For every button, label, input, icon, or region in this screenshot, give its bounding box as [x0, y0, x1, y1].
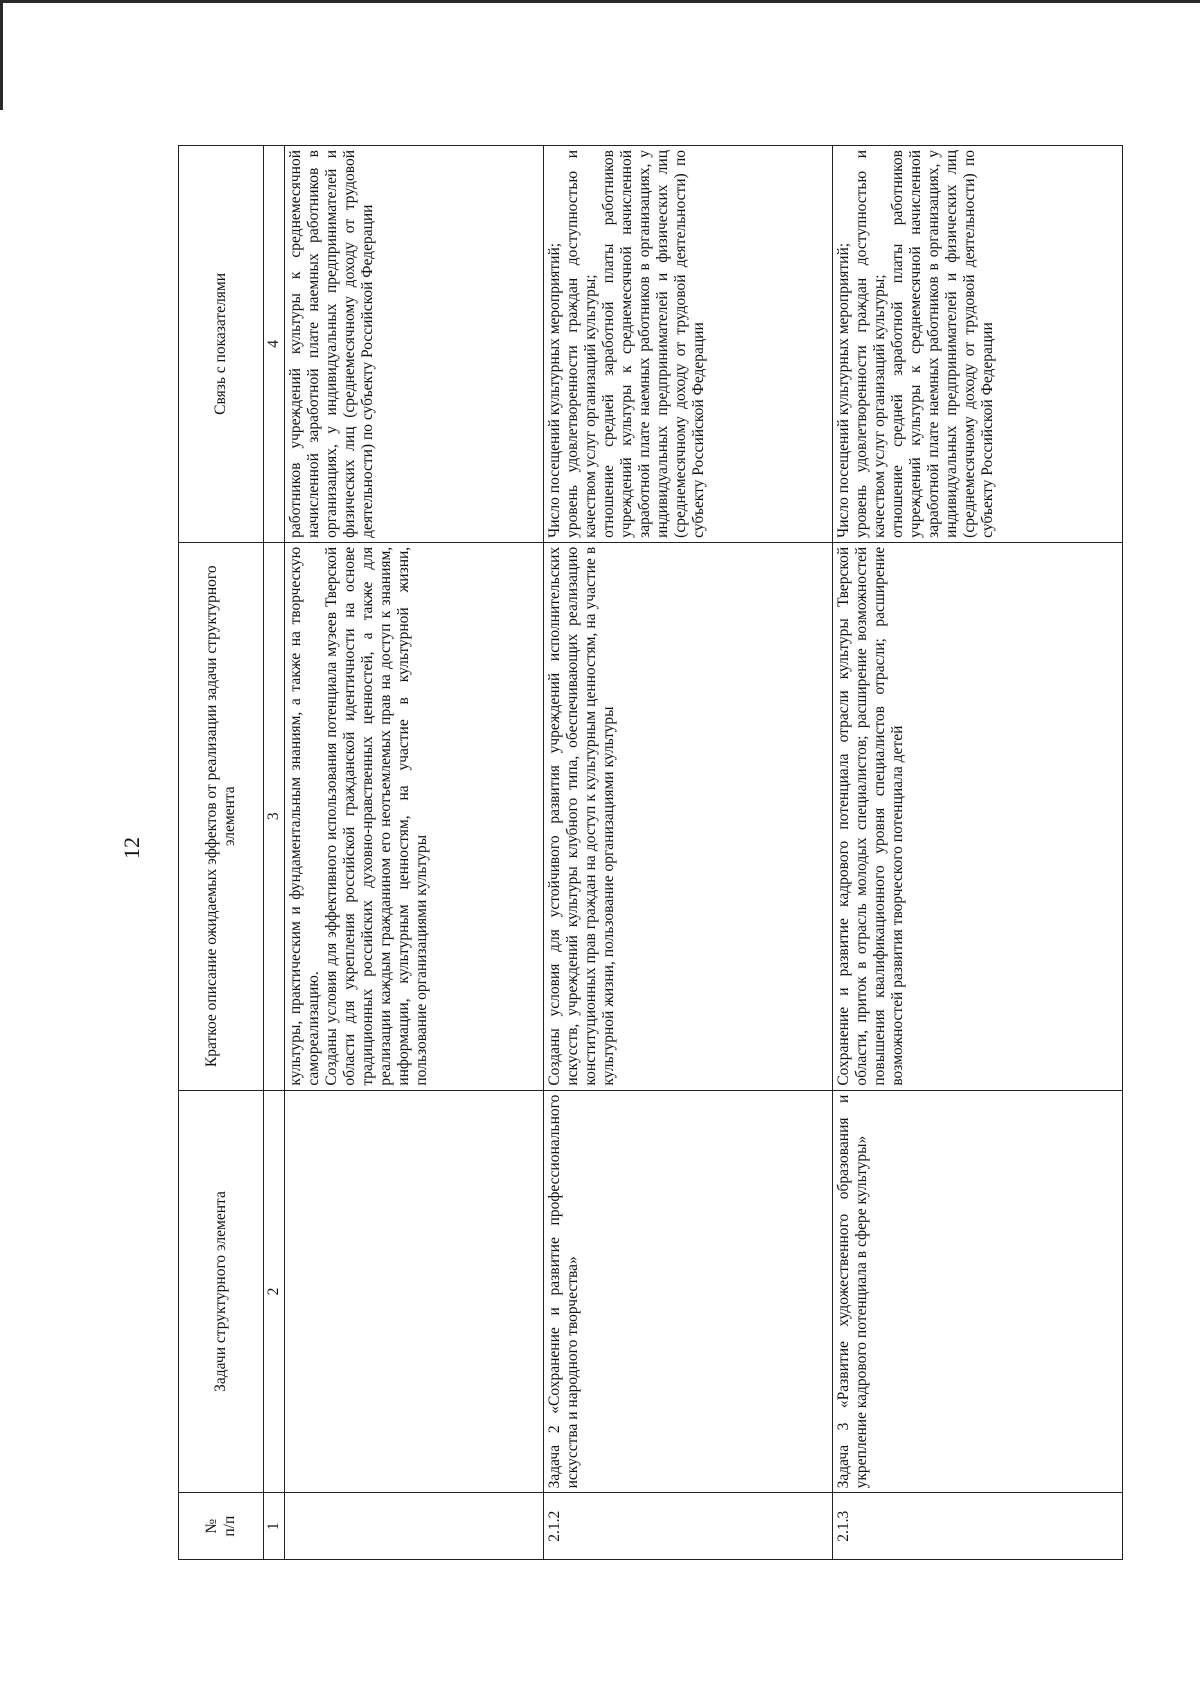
row-task: [284, 1090, 543, 1493]
indicator-item: отношение средней заработной платы работников учреждений культуры к среднемесячной начисленной заработной плате наемных работников в организациях, у индивидуальных предпринимателей и физических лиц (среднемесячному доходу от трудовой деятельности) по субъекту Российской Федерации: [599, 149, 706, 538]
effects-paragraph: культуры, практическим и фундаментальным знаниям, а также на творческую самореализацию.: [286, 546, 322, 1086]
indicator-item: Число посещений культурных мероприятий;: [834, 242, 852, 538]
indicator-item: работников учреждений культуры к среднемесячной начисленной заработной плате наемных работников в организациях, у индивидуальных предпринимателей и физических лиц (среднемесячному доходу от трудовой деятельности) по субъекту Российской Федерации: [286, 149, 376, 538]
indicator-item: уровень удовлетворенности граждан доступностью и качеством услуг организаций культуры;: [852, 149, 888, 538]
row-effects: [832, 542, 1122, 1090]
table-header-row: [178, 145, 263, 1559]
col-number-2: 2: [263, 1090, 284, 1493]
col-number-1: 1: [263, 1492, 284, 1559]
col-number-4: 4: [263, 145, 284, 542]
indicator-item: Число посещений культурных мероприятий;: [545, 242, 562, 538]
effects-paragraph: Сохранение и развитие кадрового потенциала отрасли культуры Тверской области, приток в отрасль молодых специалистов; расширение возможностей повышения квалификационного уровня специалистов отрасли; расширение возможностей развития творческого потенциала детей: [834, 546, 906, 1086]
row-indicators: [543, 145, 833, 542]
indicator-item: уровень удовлетворенности граждан доступностью и качеством услуг организаций культуры;: [563, 149, 598, 538]
page-number: 12: [119, 837, 144, 859]
row-number: 2.1.3: [832, 1492, 1122, 1559]
row-indicators: [832, 145, 1122, 542]
table-row: [543, 145, 833, 1559]
header-effects: Краткое описание ожидаемых эффектов от реализации задачи структурного элемента: [178, 542, 263, 1090]
indicator-item: отношение средней заработной платы работников учреждений культуры к среднемесячной начисленной заработной плате наемных работников в организациях, у индивидуальных предпринимателей и физических лиц (среднемесячному доходу от трудовой деятельности) по субъекту Российской Федерации: [888, 149, 996, 538]
row-task: Задача 2 «Сохранение и развитие профессионального искусства и народного творчества»: [543, 1090, 833, 1493]
row-indicators: [284, 145, 543, 542]
structural-elements-table: [178, 145, 1123, 1560]
header-indicators: Связь с показателями: [178, 145, 263, 542]
row-number: [284, 1492, 543, 1559]
row-number: 2.1.2: [543, 1492, 833, 1559]
header-number-label: № п/п: [202, 1515, 238, 1537]
header-number: [178, 1492, 263, 1559]
effects-paragraph: Созданы условия для устойчивого развития учреждений исполнительских искусств, учреждений культуры клубного типа, обеспечивающих реализацию конституционных прав граждан на доступ к культурным ценностям, на участие в культурной жизни, пользование организациями культуры: [545, 546, 616, 1086]
table-wrapper: [178, 145, 1123, 1560]
row-effects: [284, 542, 543, 1090]
effects-paragraph: Созданы условия для эффективного использования потенциала музеев Тверской области для укрепления российской гражданской идентичности на основе традиционных российских духовно-нравственных ценностей, а также для реализации каждым гражданином его неотъемлемых прав на доступ к знаниям, информации, культурным ценностям, на участие в культурной жизни, пользование организациями культуры: [322, 546, 430, 1086]
row-task: Задача 3 «Развитие художественного образования и укрепление кадрового потенциала в сфере культуры»: [832, 1090, 1122, 1493]
header-tasks: Задачи структурного элемента: [178, 1090, 263, 1493]
table-row: [832, 145, 1122, 1559]
table-row: [284, 145, 543, 1559]
scan-edge-top: [0, 0, 1200, 3]
row-effects: [543, 542, 833, 1090]
column-number-row: [263, 145, 284, 1559]
col-number-3: 3: [263, 542, 284, 1090]
scan-edge-left: [0, 0, 3, 110]
